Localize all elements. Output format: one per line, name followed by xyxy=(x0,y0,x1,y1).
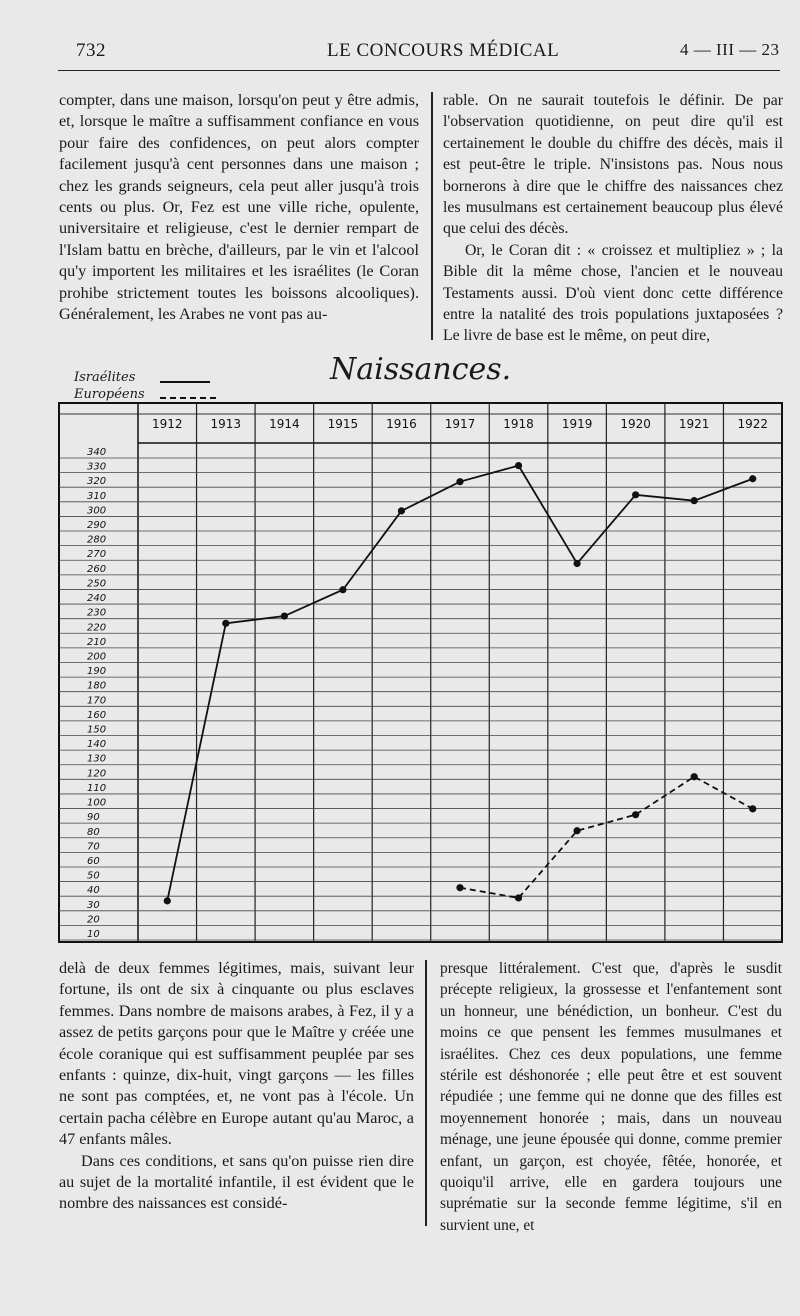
y-tick-label: 200 xyxy=(87,651,107,663)
y-tick-label: 240 xyxy=(87,593,107,605)
y-tick-label: 140 xyxy=(87,739,107,751)
journal-title: LE CONCOURS MÉDICAL xyxy=(327,40,560,61)
issue-date: 4 — III — 23 xyxy=(680,40,780,59)
paragraph: Dans ces conditions, et sans qu'on puisse rien dire au sujet de la mortalité infantile, il est évident que le nombre des naissances est considé- xyxy=(59,1151,414,1213)
data-point xyxy=(281,612,288,619)
y-tick-label: 210 xyxy=(87,636,107,648)
legend-label-israelites: Israélites xyxy=(74,370,136,385)
y-tick-label: 110 xyxy=(87,782,107,794)
y-tick-label: 340 xyxy=(87,447,107,458)
paragraph: compter, dans une maison, lorsqu'on peut y être admis, et, lorsque le maître a suffisamment confiance en vous pour faire des confidences, on peut alors compter facilement jusqu'à cent personnes dans une maison ; chez les grands seigneurs, cela peut aller jusqu'à trois cents ou plus. Or, Fez est une ville riche, opulente, universitaire et religieuse, c'est le dernier rempart de l'Islam battu en brèche, d'ailleurs, par le vin et l'alcool qu'y importent les militaires et les israélites (le Coran prohibe strictement toutes les boissons alcooliques). Généralement, les Arabes ne vont pas au- xyxy=(59,91,419,324)
data-point xyxy=(456,884,463,891)
column-divider xyxy=(425,960,427,1226)
x-tick-label: 1920 xyxy=(620,417,651,431)
x-tick-label: 1919 xyxy=(561,417,593,431)
data-point xyxy=(749,475,756,482)
chart-frame xyxy=(59,403,782,942)
y-tick-label: 170 xyxy=(87,695,107,707)
data-point xyxy=(339,586,346,593)
y-tick-label: 220 xyxy=(87,622,107,634)
x-tick-label: 1915 xyxy=(327,417,359,431)
x-tick-label: 1914 xyxy=(269,417,300,431)
x-tick-label: 1917 xyxy=(444,417,476,431)
y-tick-label: 40 xyxy=(87,885,100,897)
y-tick-label: 120 xyxy=(87,768,107,780)
y-tick-label: 300 xyxy=(87,505,107,517)
data-point xyxy=(398,507,405,514)
y-tick-label: 90 xyxy=(87,812,100,824)
y-tick-label: 150 xyxy=(87,724,107,736)
x-tick-label: 1913 xyxy=(210,417,242,431)
y-tick-label: 270 xyxy=(87,549,107,561)
x-tick-label: 1918 xyxy=(503,417,534,431)
y-tick-label: 130 xyxy=(87,753,107,765)
data-point xyxy=(691,497,698,504)
y-tick-label: 20 xyxy=(87,914,100,926)
paragraph: delà de deux femmes légitimes, mais, suivant leur fortune, ils ont de six à cinquante ou plus esclaves femmes. Dans nombre de maisons arabes, à Fez, il y a assez de petits garçons pour que le Maître y créée une école coranique qui est suffisamment peuplée par ses enfants : quinze, dix-huit, vingt garçons — les filles ne sont pas comptées, et, ne vont pas à l'école. Un certain pacha célèbre en Europe autant qu'au Maroc, a 47 enfants mâles. xyxy=(59,959,414,1149)
chart-title: Naissances. xyxy=(330,352,512,387)
data-point xyxy=(632,811,639,818)
x-tick-label: 1912 xyxy=(151,417,183,431)
y-tick-label: 190 xyxy=(87,666,107,678)
y-tick-label: 260 xyxy=(87,563,107,575)
x-tick-label: 1922 xyxy=(737,417,769,431)
y-tick-label: 30 xyxy=(87,899,100,911)
y-tick-label: 60 xyxy=(87,855,100,867)
y-tick-label: 290 xyxy=(87,520,107,532)
data-point xyxy=(749,805,756,812)
y-tick-label: 100 xyxy=(87,797,107,809)
paragraph: rable. On ne saurait toutefois le définir. De par l'observation quotidienne, on peut dire qu'il est certainement le double du chiffre des décès, mais il est peut-être le triple. N'insistons pas. Nous nous bornerons à dire que le chiffre des naissances chez les musulmans est certainement beaucoup plus élevé que celui des décès. xyxy=(443,92,783,238)
bottom-right-column xyxy=(440,958,782,1234)
y-tick-label: 70 xyxy=(87,841,100,853)
y-tick-label: 330 xyxy=(87,461,107,473)
x-tick-label: 1916 xyxy=(386,417,417,431)
data-point xyxy=(573,560,580,567)
y-tick-label: 230 xyxy=(87,607,107,619)
y-tick-label: 310 xyxy=(87,490,107,502)
data-point xyxy=(515,894,522,901)
x-tick-label: 1921 xyxy=(678,417,710,431)
data-point xyxy=(573,827,580,834)
data-point xyxy=(515,462,522,469)
y-tick-label: 50 xyxy=(87,870,100,882)
data-point xyxy=(691,773,698,780)
data-point xyxy=(222,620,229,627)
paragraph: presque littéralement. C'est que, d'après le susdit précepte religieux, la grossesse et l'enfantement sont un honneur, une bénédiction, un bonheur. C'est du moins ce que pensent les femmes musulmanes et israélites. Chez ces deux populations, une femme stérile est déshonorée ; elle peut être et est souvent répudiée ; une femme qui ne donne que des filles est moyennement honorée ; mais, dans un nouveau ménage, une jeune épousée qui donne, comme premier enfant, un garçon, est choyée, fêtée, honorée, et quoiqu'il arrive, elle en gardera toujours une suprématie sur la seconde femme légitime, s'il en survient une, et xyxy=(440,960,782,1234)
data-point xyxy=(164,897,171,904)
paragraph: Or, le Coran dit : « croissez et multipliez » ; la Bible dit la même chose, l'ancien et le nouveau Testaments aussi. D'où vient donc cette différence entre la natalité des trois populations juxtaposées ? Le livre de base est le même, on peut dire, xyxy=(443,241,783,345)
y-tick-label: 280 xyxy=(87,534,107,546)
y-tick-label: 320 xyxy=(87,476,107,488)
legend-label-europeens: Européens xyxy=(74,387,145,402)
y-tick-label: 250 xyxy=(87,578,107,590)
y-tick-label: 10 xyxy=(87,929,100,940)
y-tick-label: 180 xyxy=(87,680,107,692)
bottom-left-column xyxy=(59,958,414,1228)
data-point xyxy=(456,478,463,485)
data-point xyxy=(632,491,639,498)
page-number: 732 xyxy=(76,40,106,61)
y-tick-label: 160 xyxy=(87,709,107,721)
y-tick-label: 80 xyxy=(87,826,100,838)
